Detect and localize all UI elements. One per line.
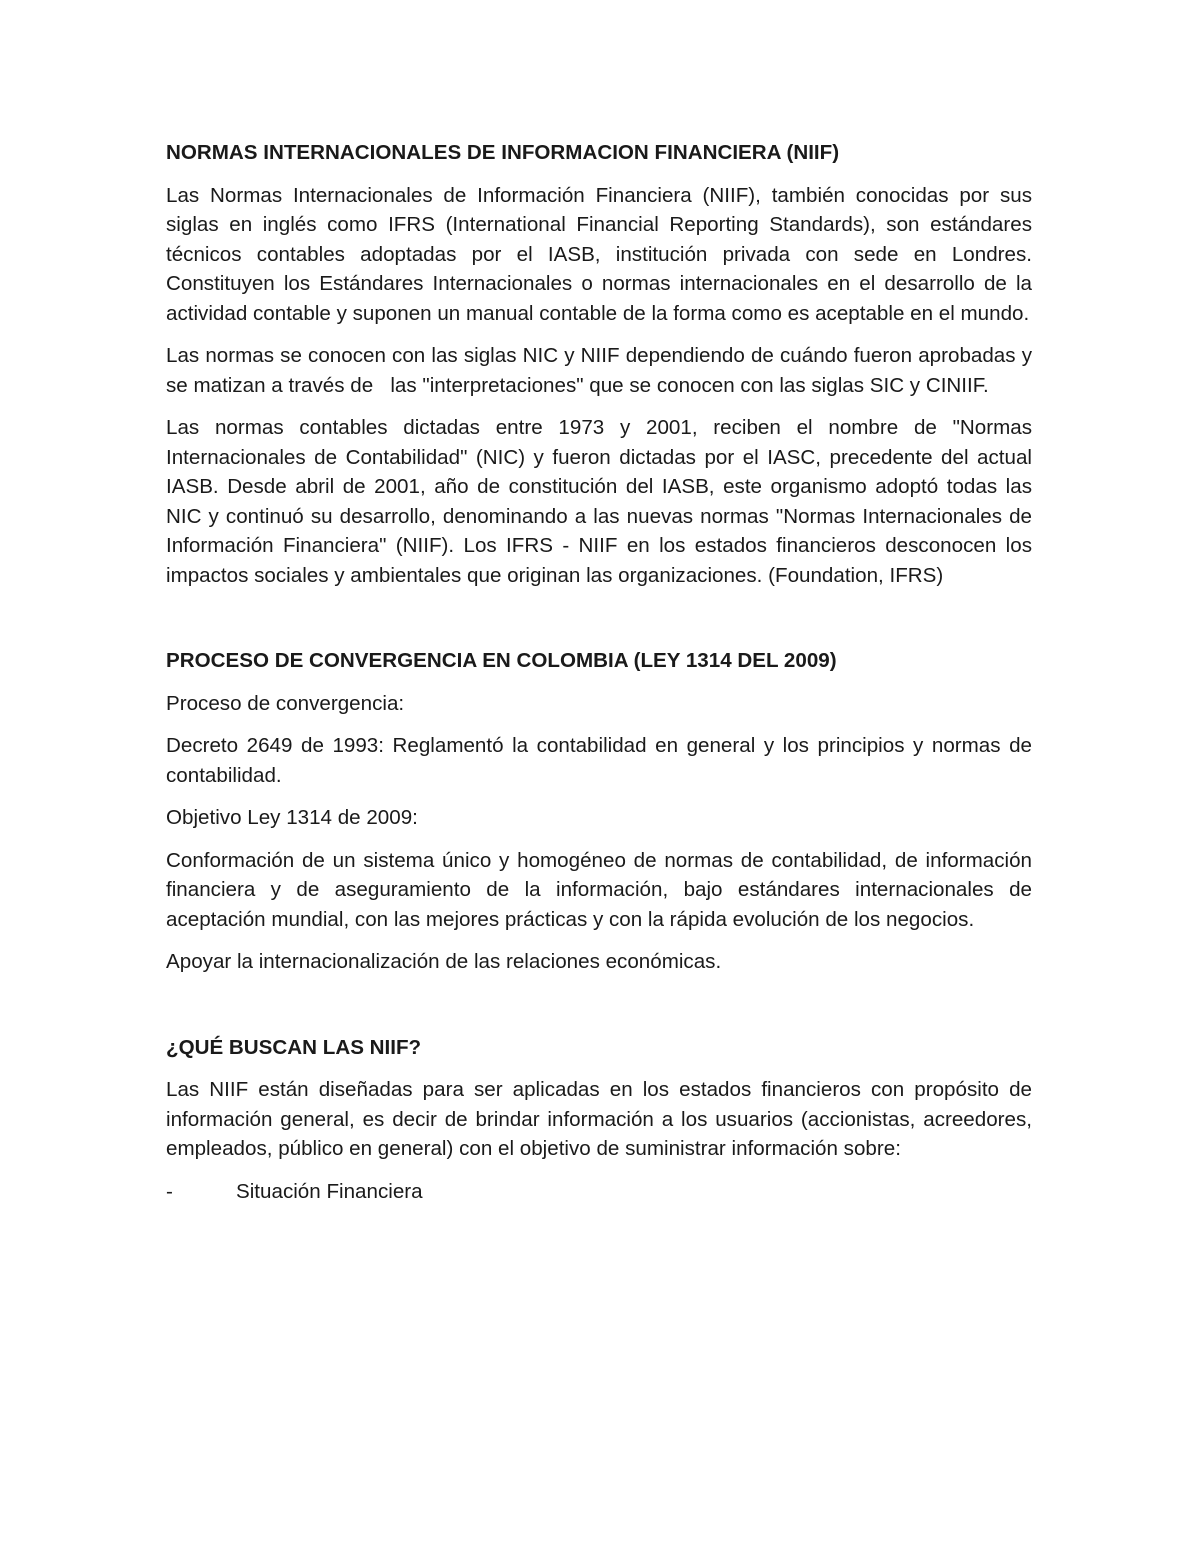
document-page xyxy=(166,138,1038,1206)
paragraph: Conformación de un sistema único y homogéneo de normas de contabilidad, de información financiera y de aseguramiento de la información, bajo estándares internacionales de aceptación mundial, con las mejores prácticas y con la rápida evolución de los negocios. xyxy=(166,848,1032,931)
paragraph: Proceso de convergencia: xyxy=(166,691,405,715)
paragraph: Las normas contables dictadas entre 1973 y 2001, reciben el nombre de "Normas Internacionales de Contabilidad" (NIC) y fueron dictadas por el IASC, precedente del actual IASB. Desde abril de 2001, año de constitución del IASB, este organismo adoptó todas las NIC y continuó su desarrollo, denominando a las nuevas normas "Normas Internacionales de Información Financiera" (NIIF). Los IFRS - NIIF en los estados financieros desconocen los impactos sociales y ambientales que originan las organizaciones. (Foundation, IFRS) xyxy=(166,416,1032,587)
paragraph: Decreto 2649 de 1993: Reglamentó la contabilidad en general y los principios y normas de contabilidad. xyxy=(166,734,1032,787)
paragraph: Apoyar la internacionalización de las relaciones económicas. xyxy=(166,950,722,973)
section-spacer xyxy=(166,603,1032,646)
paragraph: Las normas se conocen con las siglas NIC y NIIF dependiendo de cuándo fueron aprobadas y se matizan a través de las "interpretaciones" que se conocen con las siglas SIC y CINIIF. xyxy=(166,344,1038,397)
list-item-text: Situación Financiera xyxy=(236,1179,423,1203)
section-heading-que-buscan: ¿QUÉ BUSCAN LAS NIIF? xyxy=(166,1035,422,1059)
list-item xyxy=(166,1177,1032,1207)
section-heading-convergencia: PROCESO DE CONVERGENCIA EN COLOMBIA (LEY 1314 DEL 2009) xyxy=(166,649,837,672)
paragraph: Objetivo Ley 1314 de 2009: xyxy=(166,806,418,829)
list-item-marker: - xyxy=(166,1179,173,1203)
paragraph: Las NIIF están diseñadas para ser aplicadas en los estados financieros con propósito de información general, es decir de brindar información a los usuarios (accionistas, acreedores, empleados, público en general) con el objetivo de suministrar información sobre: xyxy=(166,1078,1032,1160)
section-spacer xyxy=(166,990,1032,1033)
section-heading-niif: NORMAS INTERNACIONALES DE INFORMACION FINANCIERA (NIIF) xyxy=(166,141,840,164)
paragraph: Las Normas Internacionales de Información Financiera (NIIF), también conocidas por sus siglas en inglés como IFRS (International Financial Reporting Standards), son estándares técnicos contables adoptadas por el IASB, institución privada con sede en Londres. Constituyen los Estándares Internacionales o normas internacionales en el desarrollo de la actividad contable y suponen un manual contable de la forma como es aceptable en el mundo. xyxy=(166,183,1032,325)
